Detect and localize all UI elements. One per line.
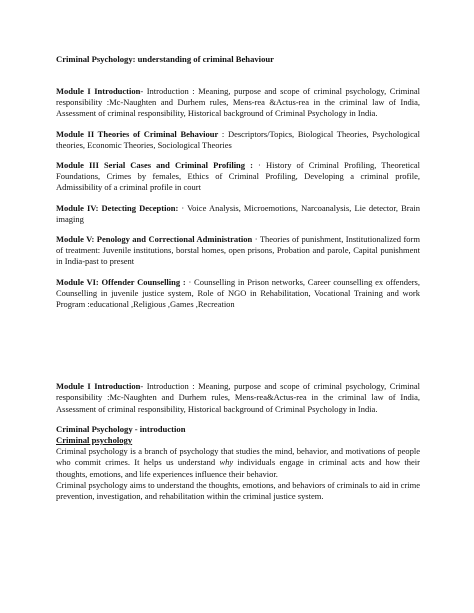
module-4-heading: Module IV: Detecting Deception: [56, 202, 179, 213]
paragraph-definition-end: individuals engage in criminal acts and how their thoughts, emotions, and life experiences influence their behavior. [56, 457, 420, 479]
document-title: Criminal Psychology: understanding of criminal Behaviour [56, 54, 274, 64]
section-title: Criminal Psychology - introduction [56, 423, 186, 434]
module-1-text: - Introduction : Meaning, purpose and scope of criminal psychology, Criminal responsibility :Mc-Naughten and Durhem rules, Mens-rea &Actus-rea in the criminal law of India, Assessment of criminal responsibility, Historical background of Criminal Psychology in India. [56, 86, 420, 119]
module-6-heading: Module VI: Offender Counselling : [56, 276, 186, 287]
paragraph-definition [56, 446, 420, 480]
module-3-text: · History of Criminal Profiling, Theoretical Foundations, Crimes by females, Ethics of Criminal Profiling, Developing a criminal profile, Admissibility of a criminal profile in court [56, 160, 420, 193]
section-gap [56, 319, 420, 381]
module-5-text: · Theories of punishment, Institutionalized form of treatment: Juvenile institutions, borstal homes, open prisons, Probation and parole, Capital punishment in India-past to present [56, 234, 420, 267]
module-2-heading: Module II Theories of Criminal Behaviour [56, 128, 219, 139]
module-5 [56, 234, 420, 268]
module-1-repeat-text: - Introduction : Meaning, purpose and scope of criminal psychology, Criminal responsibility :Mc-Naughten and Durhem rules, Mens-rea&Actus-rea in the criminal law of India, Assessment of criminal responsibility, Historical background of Criminal Psychology in India. [56, 381, 420, 414]
module-6-text: · Counselling in Prison networks, Career counselling ex offenders, Counselling in juvenile justice system, Role of NGO in Rehabilitation, Vocational Training and work Program :educational ,Religious ,Games ,Recreation [56, 276, 420, 310]
module-1-repeat [56, 381, 420, 415]
module-4-text: · Voice Analysis, Microemotions, Narcoanalysis, Lie detector, Brain imaging [56, 202, 420, 224]
paragraph-definition-emphasis: why [219, 457, 234, 468]
paragraph-aims: Criminal psychology aims to understand the thoughts, emotions, and behaviors of criminals to aid in crime prevention, investigation, and rehabilitation within the criminal justice system. [56, 479, 420, 502]
module-2 [56, 129, 420, 151]
module-5-heading: Module V: Penology and Correctional Administration [56, 234, 253, 245]
paragraph-definition-start: Criminal psychology is a branch of psychology that studies the mind, behavior, and motivations of people who commit crimes. It helps us understand [56, 446, 420, 468]
module-1 [56, 86, 420, 120]
module-1-heading: Module I Introduction [56, 86, 141, 96]
module-6 [56, 277, 420, 311]
module-3 [56, 160, 420, 194]
module-1-repeat-heading: Module I Introduction [56, 381, 141, 392]
module-4 [56, 203, 420, 225]
module-3-heading: Module III Serial Cases and Criminal Profiling : [56, 160, 253, 171]
section-heading: Criminal psychology [56, 435, 133, 446]
module-2-text: : Descriptors/Topics, Biological Theories, Psychological theories, Economic Theories, Sociological Theories [56, 128, 420, 150]
document-content [56, 54, 420, 502]
